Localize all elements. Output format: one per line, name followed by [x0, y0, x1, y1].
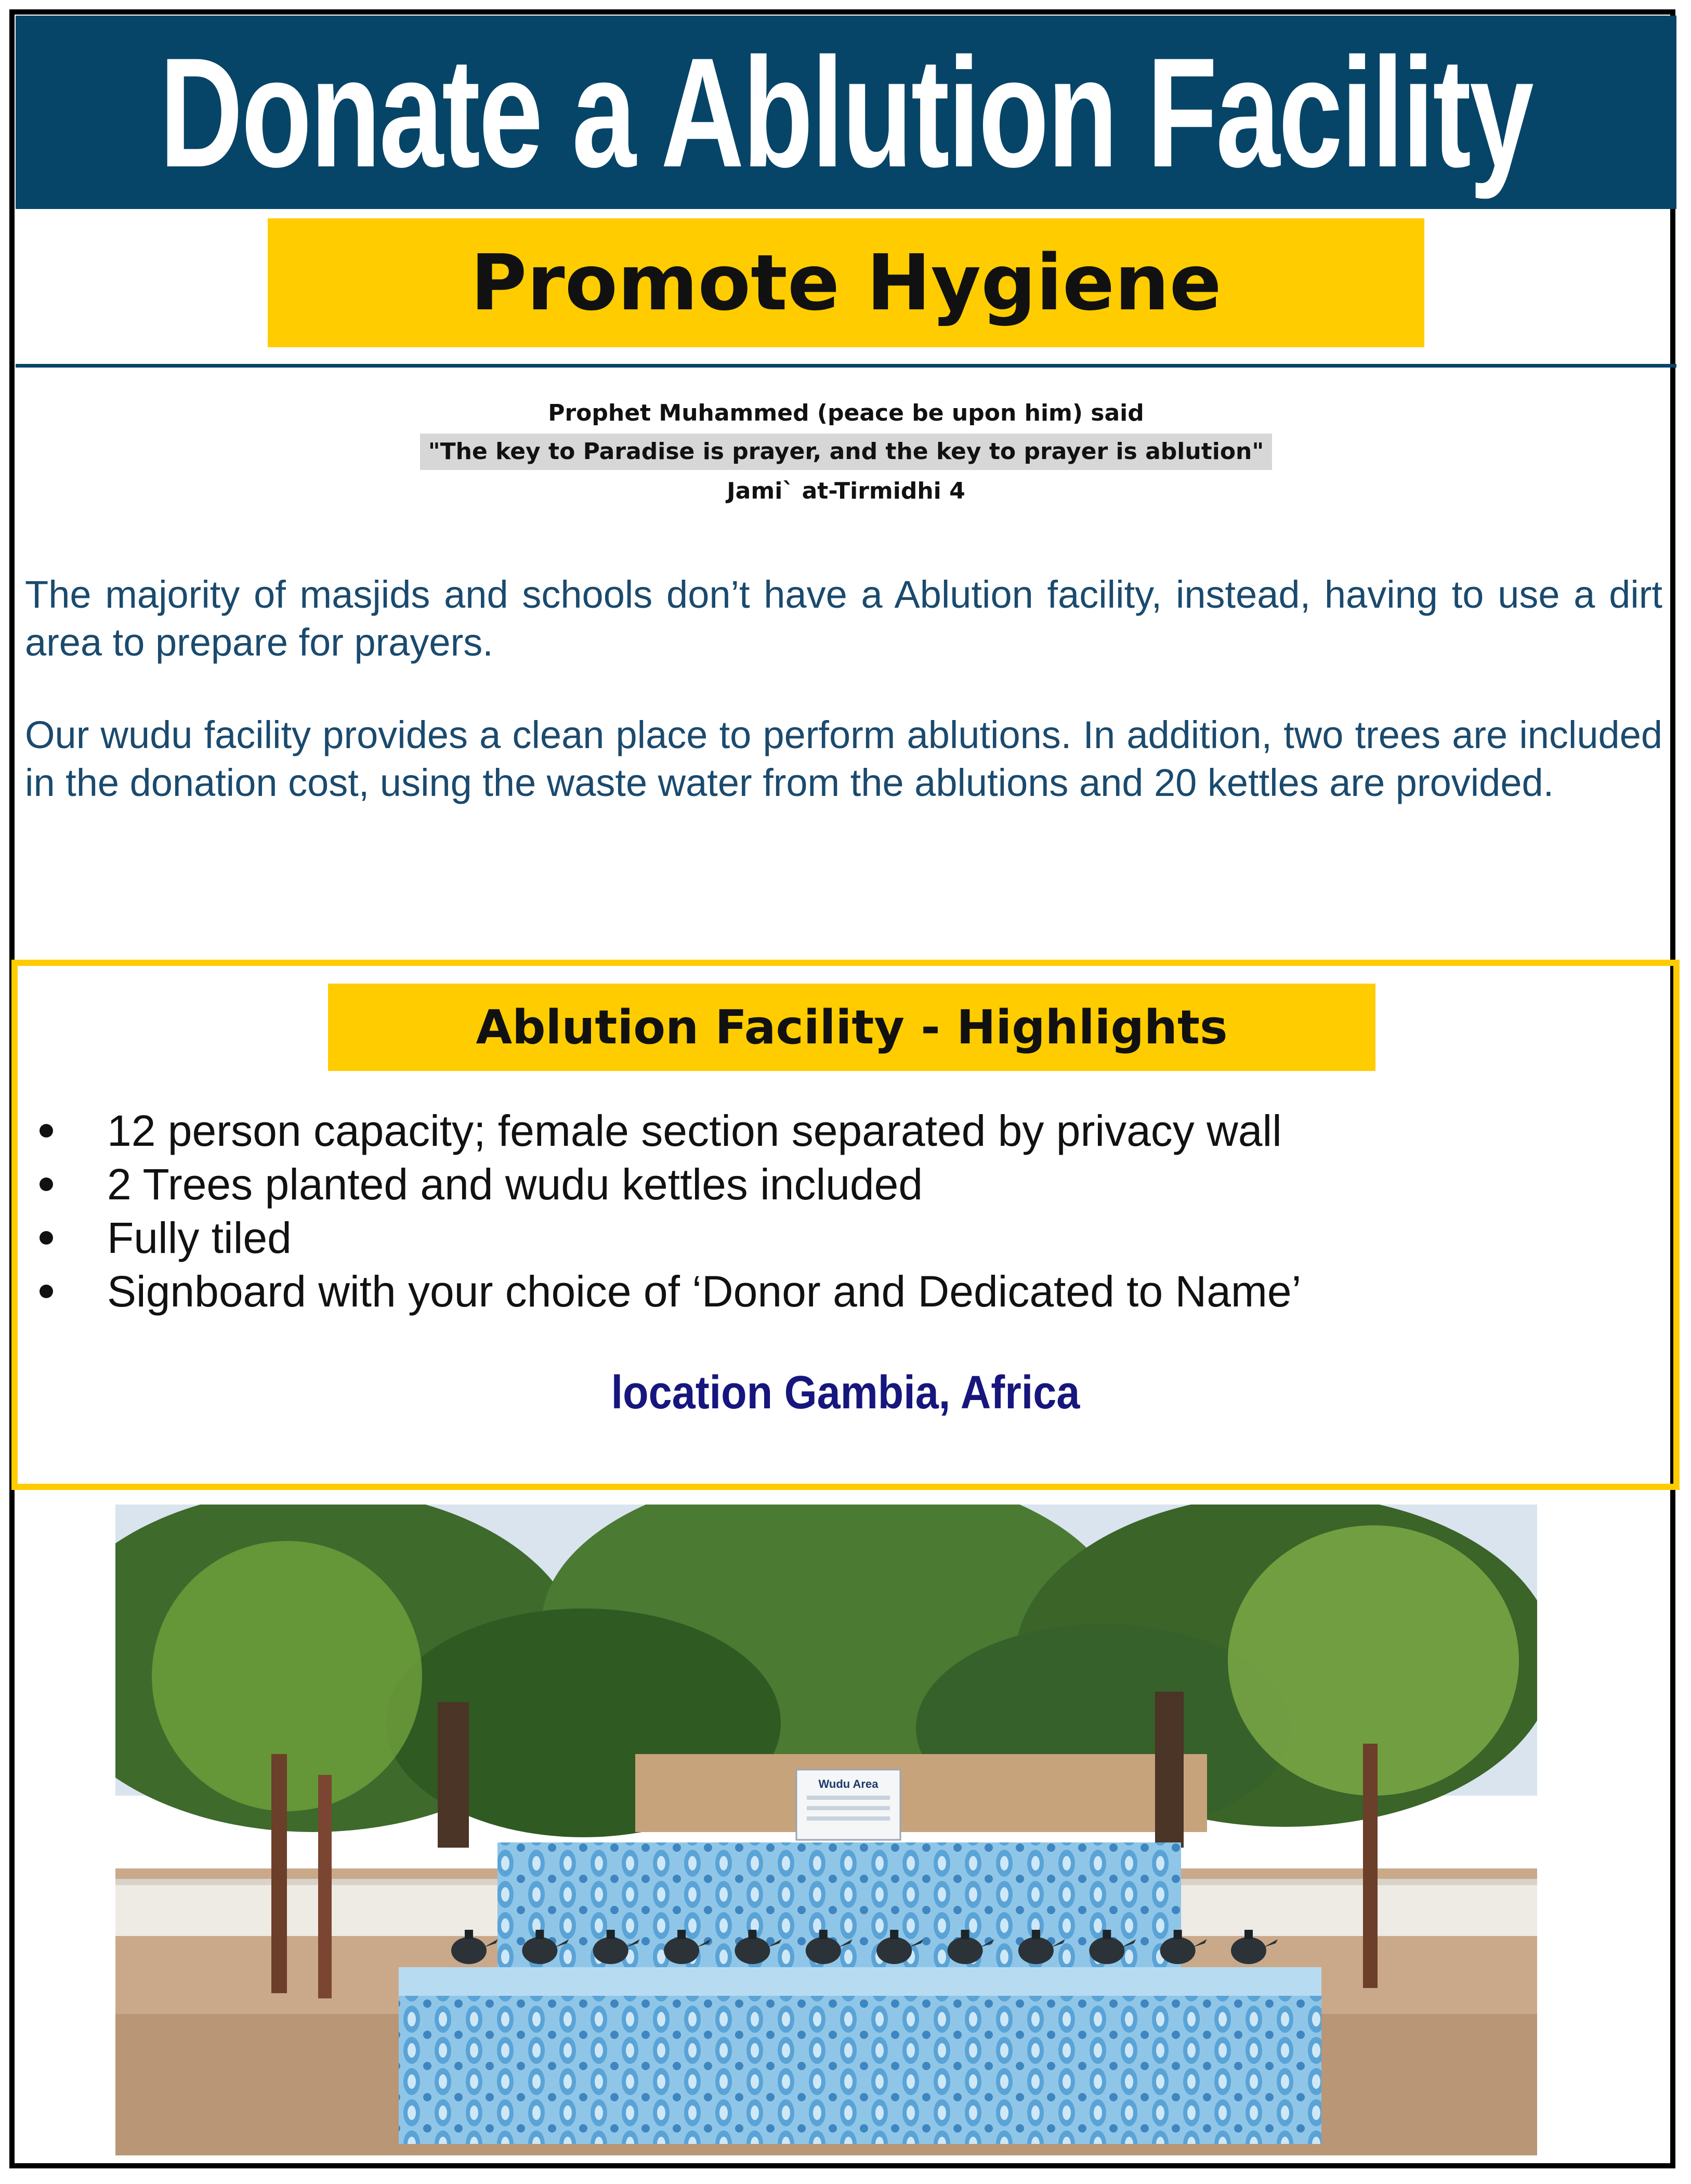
quote-attribution: Prophet Muhammed (peace be upon him) said: [548, 400, 1144, 426]
divider-rule: [16, 364, 1676, 368]
facility-photo: [115, 1505, 1537, 2155]
bullet-icon: [40, 1178, 53, 1191]
subtitle-box: [268, 218, 1424, 347]
bullet-icon: [40, 1231, 53, 1245]
sign-title: Wudu Area: [818, 1777, 879, 1790]
subtitle: Promote Hygiene: [470, 238, 1222, 328]
highlight-item: [18, 1211, 1629, 1265]
bullet-icon: [40, 1124, 53, 1137]
quote-text: "The key to Paradise is prayer, and the key to prayer is ablution": [420, 434, 1273, 470]
highlight-item: [18, 1104, 1629, 1158]
highlight-text: 2 Trees planted and wudu kettles included: [107, 1160, 923, 1209]
highlight-text: Signboard with your choice of ‘Donor and Dedicated to Name’: [107, 1267, 1302, 1316]
highlight-item: [18, 1158, 1629, 1211]
highlights-box: [11, 960, 1680, 1490]
highlight-text: Fully tiled: [107, 1213, 292, 1262]
title-banner: [16, 16, 1676, 209]
highlight-item: [18, 1265, 1629, 1318]
facility-photo-illustration: [115, 1505, 1537, 2155]
page-title: Donate a Ablution Facility: [160, 25, 1532, 200]
highlights-title-box: [328, 984, 1375, 1071]
description: [25, 571, 1662, 852]
highlights-list: [18, 1104, 1629, 1318]
description-paragraph-1: The majority of masjids and schools don’t have a Ablution facility, instead, having to use a dirt area to prepare for prayers.: [25, 573, 1662, 664]
highlights-title: Ablution Facility - Highlights: [476, 1000, 1228, 1055]
bullet-icon: [40, 1285, 53, 1298]
quote-source: Jami` at-Tirmidhi 4: [727, 478, 965, 504]
highlight-text: 12 person capacity; female section separated by privacy wall: [107, 1106, 1282, 1155]
hadith-quote: [16, 395, 1676, 509]
description-paragraph-2: Our wudu facility provides a clean place to perform ablutions. In addition, two trees are included in the donation cost, using the waste water from the ablutions and 20 kettles are provided.: [25, 713, 1662, 804]
location-text: location Gambia, Africa: [611, 1367, 1080, 1419]
